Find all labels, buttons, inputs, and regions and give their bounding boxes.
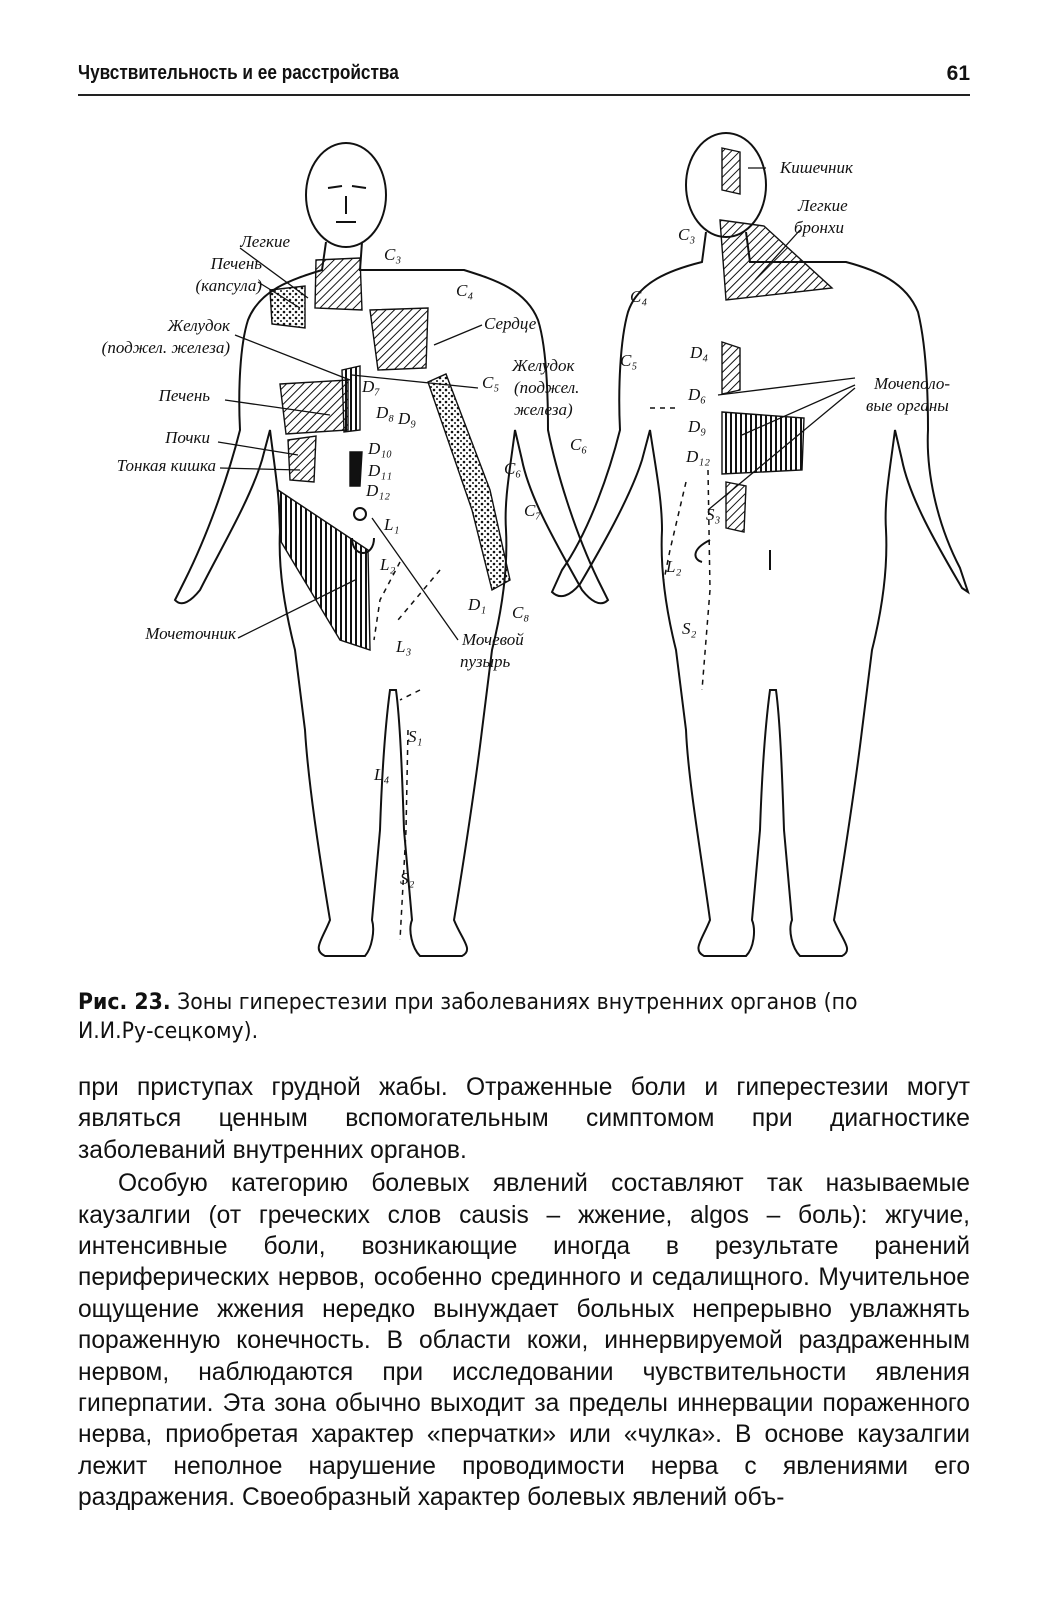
zone-heart: [370, 308, 428, 370]
back-buttocks: [695, 540, 770, 570]
seg-front-c7: C₇: [524, 501, 542, 520]
zone-kidneys: [288, 436, 316, 482]
label-lungs-bronchi-1: Легкие: [798, 196, 848, 215]
zone-liver: [280, 380, 348, 434]
zone-genitourinary: [722, 412, 804, 474]
front-face-detail: [328, 186, 366, 222]
zone-lungs-front: [315, 258, 362, 310]
paragraph-2: Особую категорию болевых явлений составляют так называемые каузалгии (от греческих слов causis – жжение, algos – боль): жгучие, интенсивные боли, возникающие иногда в результате ранений периферических нервов, особенно срединного и седалищного. Мучительное ощущение жжения нередко вынуждает больных непрерывно увлажнять пораженную конечность. В области кожи, иннервируемой раздраженным нервом, наблюдаются при исследовании чувствительности явления гиперпатии. Эта зона обычно выходит за пределы иннервации пораженного нерва, приобретая характер «перчатки» или «чулка». В основе каузалгии лежит неполное нарушение проводимости нерва с явлениями его раздражения. Своеобразный характер болевых явлений объ-: [78, 1170, 970, 1512]
header-title: Чувствительность и ее расстройства: [78, 62, 399, 84]
label-stomach-c3: железа): [514, 400, 573, 419]
zone-arm-c8: [428, 374, 510, 590]
seg-front-d1: D₁: [468, 595, 487, 614]
seg-front-s2: S₂: [400, 869, 415, 888]
zone-liver-capsule: [270, 286, 305, 328]
seg-front-c6: C₆: [504, 459, 522, 478]
label-liver-capsule-1: Печень: [210, 254, 262, 273]
label-stomach-c1: Желудок: [512, 356, 575, 375]
seg-front-l1: L₁: [384, 515, 400, 534]
label-small-intestine: Тонкая кишка: [116, 456, 216, 475]
seg-back-l2: L₂: [666, 557, 682, 576]
zone-s3: [726, 482, 746, 532]
zone-intestine-back: [722, 148, 740, 194]
label-stomach-1: Желудок: [167, 316, 230, 335]
seg-back-d12: D₁₂: [686, 447, 711, 466]
seg-back-d6: D₆: [688, 385, 707, 404]
figure-hyperesthesia-zones: [90, 130, 970, 980]
label-liver-capsule-2: (капсула): [195, 276, 262, 295]
seg-front-d11: D₁₁: [368, 461, 393, 480]
zone-ureter: [278, 490, 370, 650]
label-heart: Сердце: [484, 314, 537, 333]
label-intestine: Кишечник: [780, 158, 853, 177]
seg-front-d12: D₁₂: [366, 481, 391, 500]
label-genitourinary-1: Мочеполо-: [874, 374, 950, 393]
seg-front-d8: D₈: [376, 403, 395, 422]
seg-back-c3: C₃: [678, 225, 696, 244]
seg-front-c5: C₅: [482, 373, 500, 392]
zone-small-intestine: [350, 452, 362, 486]
label-bladder-2: пузырь: [460, 652, 511, 671]
seg-front-l4: L₄: [374, 765, 390, 784]
label-genitourinary-2: вые органы: [866, 396, 949, 415]
page-number: 61: [946, 62, 970, 85]
seg-front-c4: C₄: [456, 281, 474, 300]
seg-back-c5: C₅: [620, 351, 638, 370]
seg-front-d9: D₉: [398, 409, 417, 428]
zone-stomach-back: [722, 342, 740, 394]
seg-front-s1: S₁: [408, 727, 423, 746]
label-kidneys: Почки: [165, 428, 210, 447]
seg-back-c4: C₄: [630, 287, 648, 306]
seg-front-l3: L₃: [396, 637, 412, 656]
seg-back-s3: S₃: [706, 505, 721, 524]
label-bladder-1: Мочевой: [462, 630, 524, 649]
seg-front-c8: C₈: [512, 603, 530, 622]
seg-back-d9: D₉: [688, 417, 707, 436]
body-text: [78, 1072, 970, 1514]
caption-text: Зоны гиперестезии при заболеваниях внутренних органов (по И.И.Ру-сецкому).: [78, 990, 858, 1044]
label-lungs: Легкие: [240, 232, 290, 251]
label-liver: Печень: [158, 386, 210, 405]
seg-back-d4: D₄: [690, 343, 709, 362]
caption-label: Рис. 23.: [78, 990, 171, 1015]
seg-back-c6: C₆: [570, 435, 588, 454]
front-navel: [354, 508, 366, 520]
seg-front-c3: C₃: [384, 245, 402, 264]
seg-front-l2: L₂: [380, 555, 396, 574]
front-head: [306, 143, 386, 247]
label-ureter: Мочеточник: [145, 624, 236, 643]
figure-caption: [78, 988, 908, 1046]
label-stomach-2: (поджел. железа): [101, 338, 230, 357]
seg-back-s2: S₂: [682, 619, 697, 638]
back-torso: [552, 232, 968, 956]
seg-front-d7: D₇: [362, 377, 381, 396]
label-lungs-bronchi-2: бронхи: [794, 218, 845, 237]
label-stomach-c2: (поджел.: [514, 378, 580, 397]
paragraph-1: при приступах грудной жабы. Отраженные боли и гиперестезии могут являться ценным вспомогательным симптомом при диагностике заболеваний внутренних органов.: [78, 1074, 970, 1164]
running-header: [78, 58, 970, 96]
seg-front-d10: D₁₀: [368, 439, 393, 458]
